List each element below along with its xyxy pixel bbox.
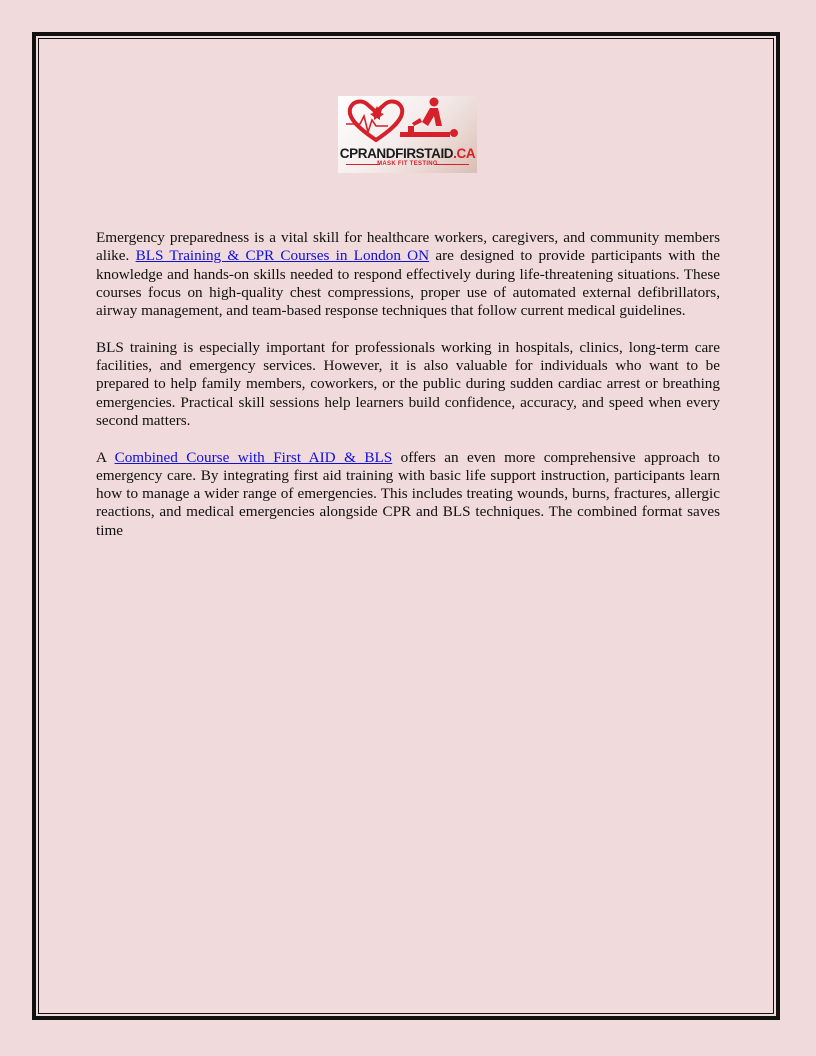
logo-wordmark-main: CPRANDFIRSTAID — [339, 146, 454, 161]
paragraph-intro-text-start: Emergency preparedness is a vital skill for healthcare workers, caregivers, and community members alike. — [96, 229, 720, 265]
company-logo — [338, 96, 477, 173]
logo-wordmark-domain: .CA — [453, 146, 476, 161]
bls-training-link[interactable]: BLS Training & CPR Courses in London ON — [135, 247, 430, 265]
combined-course-link[interactable]: Combined Course with First AID & BLS — [114, 448, 393, 466]
logo-tagline: MASK FIT TESTING — [377, 161, 438, 167]
heart-cpr-logo-icon — [338, 96, 477, 148]
paragraph-bls-importance: BLS training is especially important for professionals working in hospitals, clinics, long-term care facilities, and emergency services. However, it is also valuable for individuals who want to be prepared to help family members, coworkers, or the public during sudden cardiac arrest or breathing emergencies. Practical skill sessions help learners build confidence, accuracy, and speed when every second matters. — [96, 338, 720, 429]
paragraph-intro — [96, 229, 720, 320]
paragraph-intro-text-end: are designed to provide participants with the knowledge and hands-on skills needed to respond effectively during life-threatening situations. These courses focus on high-quality chest compressions, proper use of automated external defibrillators, airway management, and team-based response techniques that follow current medical guidelines. — [96, 247, 720, 320]
article-body — [96, 229, 720, 558]
paragraph-combined-text-end: offers an even more comprehensive approach to emergency care. By integrating first aid training with basic life support instruction, participants learn how to manage a wider range of emergencies. This includes treating wounds, burns, fractures, allergic reactions, and medical emergencies alongside CPR and BLS techniques. The combined format saves time — [96, 448, 720, 539]
logo-wordmark — [338, 147, 477, 161]
paragraph-combined-course — [96, 449, 720, 540]
paragraph-combined-text-start: A — [96, 448, 115, 466]
